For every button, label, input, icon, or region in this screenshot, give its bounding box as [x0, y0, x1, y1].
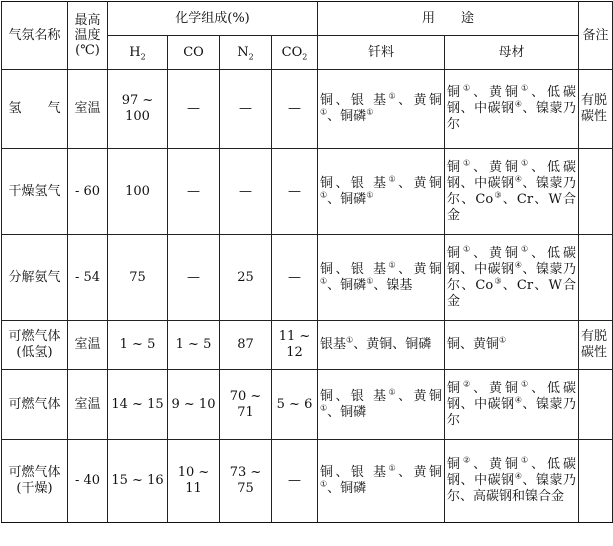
solder-text: 银基 [320, 337, 347, 352]
solder-text: 铜、银 基 [320, 465, 389, 480]
cell-co2: — [272, 149, 318, 235]
base-footnote-mark: ① [520, 379, 532, 389]
solder-footnote-mark: ① [366, 107, 374, 117]
solder-text: 、黄铜 [398, 388, 442, 404]
cell-max-temp: - 54 [68, 235, 108, 321]
header-n2-sub: 2 [248, 52, 254, 62]
cell-max-temp: - 40 [68, 440, 108, 523]
base-footnote-mark: ③ [493, 276, 503, 286]
solder-footnote-mark: ① [388, 387, 399, 397]
base-text: 、黄铜 [473, 245, 521, 261]
cell-max-temp: 室温 [68, 370, 108, 440]
cell-n2: 87 [220, 321, 272, 370]
base-text: 、镍蒙乃尔、Co [447, 261, 577, 293]
cell-solder [318, 370, 445, 440]
base-footnote-mark: ① [520, 158, 532, 168]
solder-footnote-mark: ① [388, 463, 399, 473]
base-text: 铜 [447, 380, 463, 396]
cell-co2: 11 ~ 12 [272, 321, 318, 370]
solder-text: 、黄铜、铜磷 [353, 337, 432, 352]
header-usage: 用 途 [318, 2, 579, 36]
base-text: 、低碳钢、中碳钢 [447, 85, 577, 116]
brazing-atmosphere-table [1, 1, 613, 523]
base-text: 、低碳钢、中碳钢 [447, 457, 577, 488]
solder-footnote-mark: ① [320, 479, 328, 489]
cell-solder [318, 235, 445, 321]
base-text: 、镍蒙乃尔 [447, 101, 577, 132]
base-text: 、低碳钢、中碳钢 [447, 159, 577, 191]
base-text: 、黄铜 [473, 457, 521, 472]
cell-co2: — [272, 235, 318, 321]
base-text: 铜、黄铜 [447, 337, 500, 352]
cell-co: 9 ~ 10 [168, 370, 220, 440]
cell-co: 10 ~ 11 [168, 440, 220, 523]
table-row [2, 440, 613, 523]
cell-h2: 100 [108, 149, 168, 235]
cell-note [579, 149, 613, 235]
solder-footnote-mark: ① [366, 190, 374, 200]
solder-text: 、镍基 [373, 277, 413, 293]
base-text: 、黄铜 [473, 85, 521, 100]
cell-base [445, 440, 579, 523]
cell-co2: — [272, 440, 318, 523]
base-footnote-mark: ① [520, 455, 532, 465]
base-footnote-mark: ① [499, 335, 507, 345]
header-co2-text: CO [281, 44, 303, 60]
cell-solder [318, 321, 445, 370]
base-text: 铜 [447, 85, 463, 100]
base-text: 、镍蒙乃尔 [447, 396, 577, 428]
base-text: 、镍蒙乃尔、Co [447, 175, 577, 207]
cell-solder [318, 70, 445, 149]
base-footnote-mark: ① [520, 83, 532, 93]
table-row [2, 70, 613, 149]
table-row [2, 235, 613, 321]
header-co2-sub: 2 [302, 52, 308, 62]
base-text: 、Cr、W合金 [447, 277, 577, 309]
header-n2-text: N [237, 44, 249, 60]
base-text: 、黄铜 [473, 159, 521, 175]
cell-h2: 75 [108, 235, 168, 321]
base-footnote-mark: ④ [514, 174, 523, 184]
base-text: 铜 [447, 159, 463, 175]
base-footnote-mark: ③ [493, 190, 503, 200]
base-footnote-mark: ② [462, 379, 474, 389]
solder-footnote-mark: ① [320, 403, 328, 413]
solder-text: 、黄铜 [398, 465, 442, 480]
base-text: 、低碳钢、中碳钢 [447, 245, 577, 277]
solder-footnote-mark: ① [388, 174, 399, 184]
cell-co: 1 ~ 5 [168, 321, 220, 370]
solder-footnote-mark: ① [320, 107, 328, 117]
solder-footnote-mark: ① [388, 260, 399, 270]
cell-n2: 70 ~ 71 [220, 370, 272, 440]
solder-text: 、铜磷 [327, 109, 367, 124]
cell-base [445, 370, 579, 440]
cell-n2: — [220, 149, 272, 235]
base-text: 、黄铜 [473, 380, 521, 396]
header-h2-text: H [129, 44, 141, 60]
cell-n2: 25 [220, 235, 272, 321]
solder-footnote-mark: ① [320, 276, 328, 286]
solder-text: 、黄铜 [398, 93, 442, 108]
solder-text: 、铜磷 [327, 481, 367, 496]
cell-note: 有脱 碳性 [579, 70, 613, 149]
base-footnote-mark: ④ [514, 99, 523, 109]
solder-text: 、黄铜 [398, 261, 442, 277]
cell-n2: 73 ~ 75 [220, 440, 272, 523]
cell-note [579, 440, 613, 523]
base-text: 铜 [447, 245, 463, 261]
base-footnote-mark: ① [462, 244, 474, 254]
header-composition: 化学组成(%) [108, 2, 318, 36]
cell-base [445, 70, 579, 149]
table-row [2, 370, 613, 440]
cell-co2: 5 ~ 6 [272, 370, 318, 440]
cell-co: — [168, 235, 220, 321]
cell-co: — [168, 149, 220, 235]
header-solder: 钎料 [318, 36, 445, 70]
header-base: 母材 [445, 36, 579, 70]
table-body [2, 70, 613, 523]
cell-n2: — [220, 70, 272, 149]
solder-footnote-mark: ① [366, 276, 374, 286]
cell-h2: 14 ~ 15 [108, 370, 168, 440]
cell-co2: — [272, 70, 318, 149]
base-footnote-mark: ④ [514, 395, 523, 405]
cell-co: — [168, 70, 220, 149]
header-co: CO [168, 36, 220, 70]
cell-gas-name: 可燃气体 [2, 370, 68, 440]
base-text: 、镍蒙乃尔、高碳钢和镍合金 [447, 473, 577, 504]
cell-solder [318, 440, 445, 523]
header-max-temp: 最高 温度 (℃) [68, 2, 108, 70]
cell-gas-name: 氢 气 [2, 70, 68, 149]
base-text: 铜 [447, 457, 463, 472]
base-text: 、Cr、W合金 [447, 191, 577, 223]
base-footnote-mark: ① [520, 244, 532, 254]
cell-note [579, 235, 613, 321]
solder-text: 、铜磷 [327, 404, 367, 420]
cell-gas-name: 分解氨气 [2, 235, 68, 321]
base-footnote-mark: ④ [514, 260, 523, 270]
solder-text: 铜、银 基 [320, 175, 389, 191]
base-footnote-mark: ① [462, 158, 474, 168]
header-h2 [108, 36, 168, 70]
cell-h2: 1 ~ 5 [108, 321, 168, 370]
cell-max-temp: 室温 [68, 70, 108, 149]
header-note: 备注 [579, 2, 613, 70]
cell-note: 有脱 碳性 [579, 321, 613, 370]
header-h2-sub: 2 [140, 52, 146, 62]
base-footnote-mark: ④ [514, 471, 523, 481]
solder-text: 铜、银 基 [320, 93, 389, 108]
cell-max-temp: - 60 [68, 149, 108, 235]
cell-gas-name: 可燃气体 (干燥) [2, 440, 68, 523]
base-footnote-mark: ② [462, 455, 474, 465]
cell-gas-name: 干燥氢气 [2, 149, 68, 235]
solder-text: 铜、银 基 [320, 388, 389, 404]
header-n2 [220, 36, 272, 70]
solder-text: 、铜磷 [327, 277, 367, 293]
cell-note [579, 370, 613, 440]
cell-base [445, 235, 579, 321]
table-row [2, 321, 613, 370]
solder-text: 铜、银 基 [320, 261, 389, 277]
cell-h2: 97 ~ 100 [108, 70, 168, 149]
cell-h2: 15 ~ 16 [108, 440, 168, 523]
solder-text: 、铜磷 [327, 191, 367, 207]
base-text: 、低碳钢、中碳钢 [447, 380, 577, 412]
solder-footnote-mark: ① [346, 335, 354, 345]
table-row [2, 149, 613, 235]
cell-gas-name: 可燃气体 (低氢) [2, 321, 68, 370]
cell-base [445, 149, 579, 235]
solder-footnote-mark: ① [388, 91, 399, 101]
cell-base [445, 321, 579, 370]
solder-footnote-mark: ① [320, 190, 328, 200]
header-co2 [272, 36, 318, 70]
cell-solder [318, 149, 445, 235]
solder-text: 、黄铜 [398, 175, 442, 191]
header-gas-name: 气氛名称 [2, 2, 68, 70]
cell-max-temp: 室温 [68, 321, 108, 370]
base-footnote-mark: ① [462, 83, 474, 93]
